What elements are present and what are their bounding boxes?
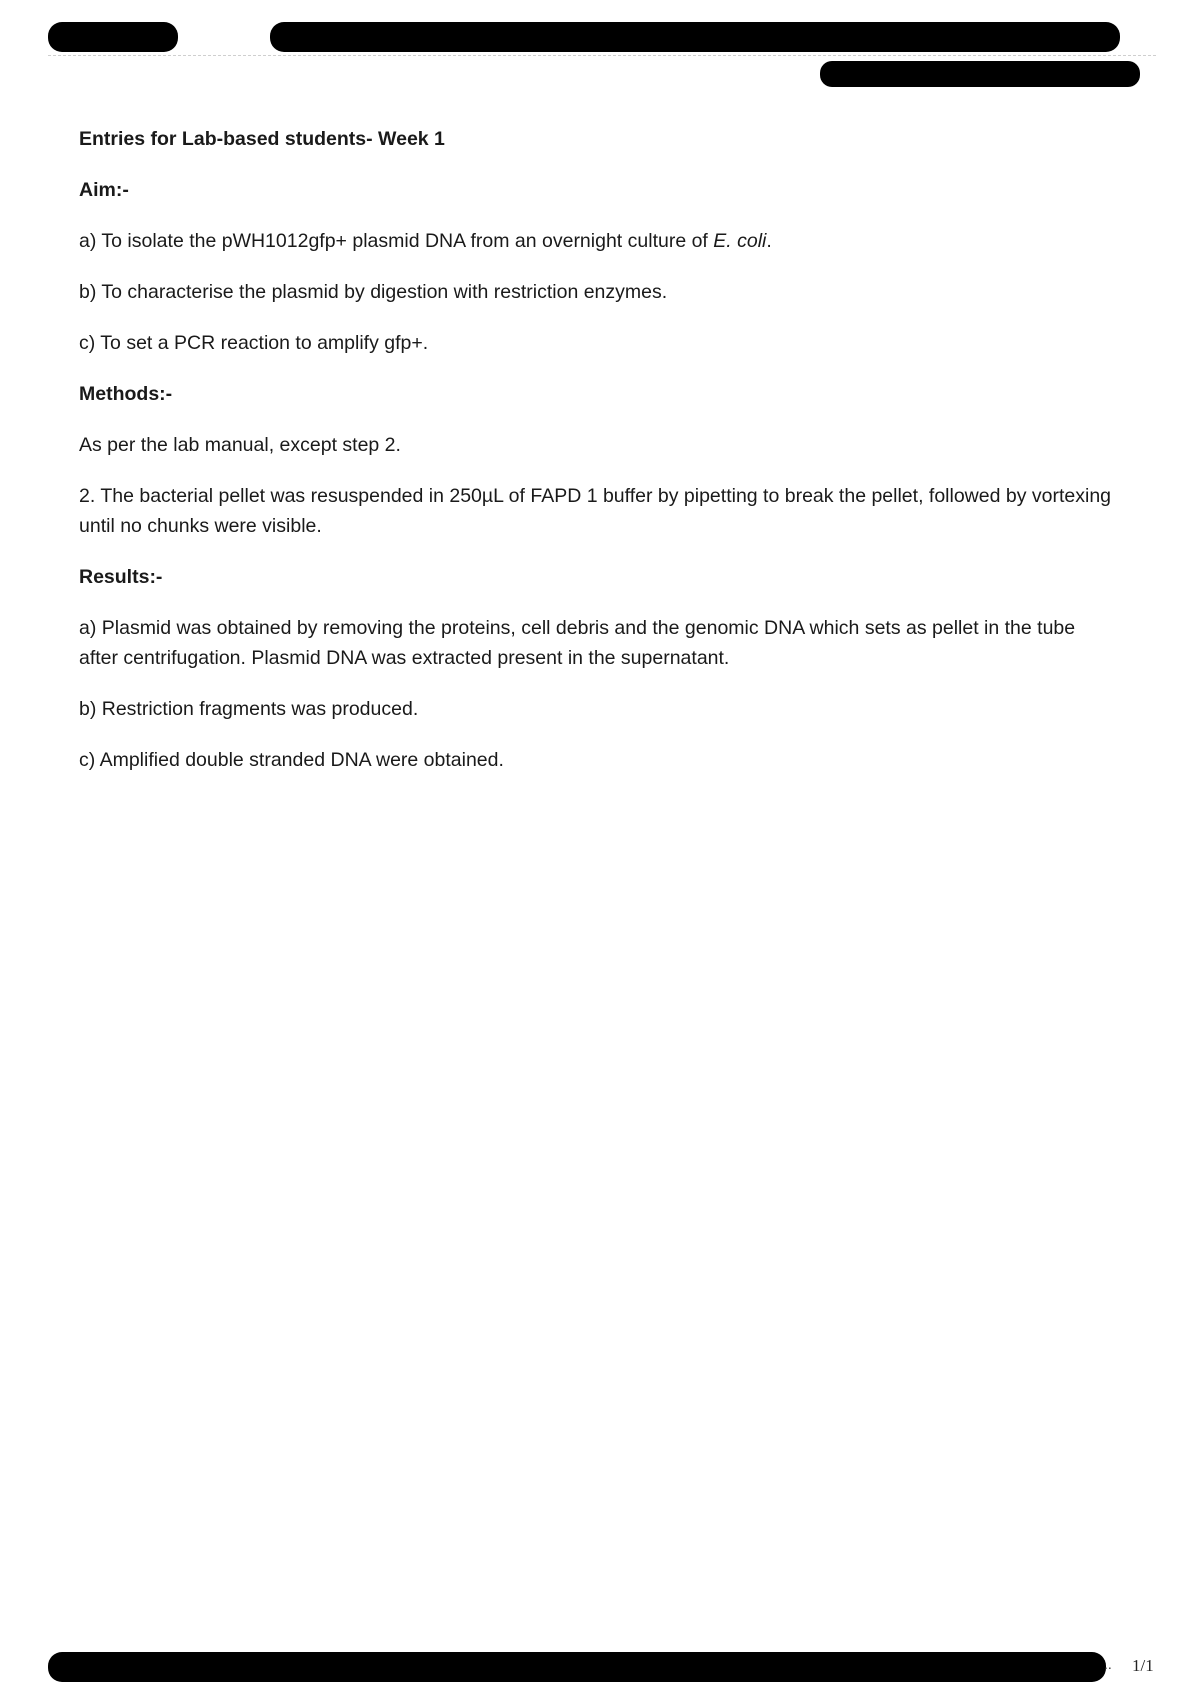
results-item-a: a) Plasmid was obtained by removing the proteins, cell debris and the genomic DNA which sets as pellet in the tube after centrifugation. Plasmid DNA was extracted present in the supernatant. bbox=[79, 617, 1076, 669]
page-number: 1/1 bbox=[1132, 1656, 1154, 1675]
aim-item-b: b) To characterise the plasmid by digestion with restriction enzymes. bbox=[79, 281, 668, 303]
document-title: Entries for Lab-based students- Week 1 bbox=[79, 128, 445, 150]
aim-item-a-organism: E. coli bbox=[713, 230, 767, 252]
methods-item-2: 2. The bacterial pellet was resuspended in 250µL of FAPD 1 buffer by pipetting to break the pellet, followed by vortexing until no chunks were visible. bbox=[79, 485, 1112, 537]
aim-item-a bbox=[79, 226, 1119, 256]
redacted-footer bbox=[48, 1652, 1106, 1682]
results-heading: Results:- bbox=[79, 566, 163, 588]
results-item-c: c) Amplified double stranded DNA were obtained. bbox=[79, 749, 504, 771]
aim-item-c: c) To set a PCR reaction to amplify gfp+. bbox=[79, 332, 429, 354]
methods-item-1: As per the lab manual, except step 2. bbox=[79, 434, 401, 456]
aim-item-a-suffix: . bbox=[766, 230, 772, 252]
header-divider bbox=[48, 55, 1156, 56]
methods-heading: Methods:- bbox=[79, 383, 173, 405]
redacted-header-title bbox=[270, 22, 1120, 52]
results-item-b: b) Restriction fragments was produced. bbox=[79, 698, 419, 720]
document-body bbox=[79, 124, 1119, 796]
aim-item-a-text: a) To isolate the pWH1012gfp+ plasmid DNA from an overnight culture of bbox=[79, 230, 714, 252]
redacted-header-left bbox=[48, 22, 178, 52]
aim-heading: Aim:- bbox=[79, 179, 129, 201]
redacted-header-right bbox=[820, 61, 1140, 87]
footer-ellipsis: .. bbox=[1104, 1656, 1112, 1672]
